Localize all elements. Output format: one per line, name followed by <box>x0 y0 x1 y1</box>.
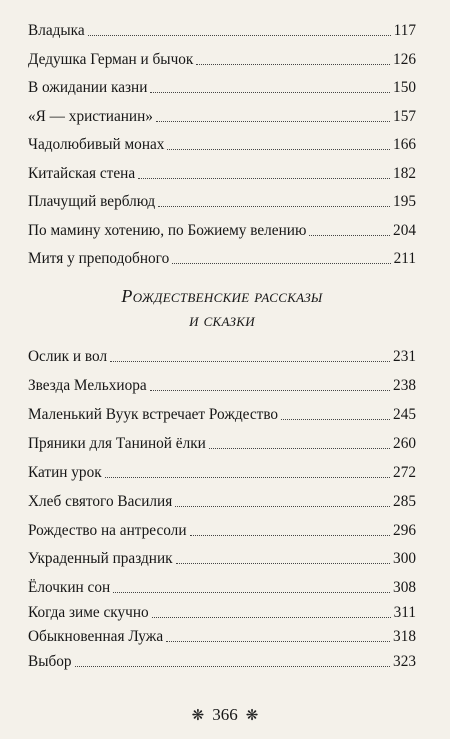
toc-entry-page: 300 <box>393 550 416 567</box>
toc-entry-page: 117 <box>393 22 416 39</box>
dot-leader <box>175 506 390 507</box>
dot-leader <box>172 263 390 264</box>
toc-entry-page: 272 <box>393 464 416 481</box>
toc-entry <box>28 344 416 366</box>
dot-leader <box>113 592 390 593</box>
dot-leader <box>105 477 390 478</box>
toc-entry <box>28 218 416 240</box>
toc-entry <box>28 161 416 183</box>
toc-entry-title: Пряники для Таниной ёлки <box>28 435 206 452</box>
toc-entry-title: Когда зиме скучно <box>28 604 149 621</box>
toc-entry <box>28 132 416 154</box>
toc-entry <box>28 460 416 482</box>
toc-entry <box>28 624 416 646</box>
dot-leader <box>167 149 390 150</box>
toc-entry-title: Дедушка Герман и бычок <box>28 51 194 68</box>
toc-entry-page: 204 <box>393 222 416 239</box>
dot-leader <box>190 535 391 536</box>
toc-entry-page: 323 <box>393 653 416 670</box>
toc-entry <box>28 546 416 568</box>
toc-entry <box>28 518 416 540</box>
toc-entry-page: 195 <box>393 193 416 210</box>
toc-entry-title: Владыка <box>28 22 85 39</box>
toc-entry-page: 318 <box>393 628 416 645</box>
toc-entry-title: Выбор <box>28 653 72 670</box>
dot-leader <box>138 178 390 179</box>
page-footer <box>0 705 450 725</box>
toc-entry-title: «Я — христианин» <box>28 108 153 125</box>
ornament-right-icon: ❋ <box>245 708 259 724</box>
toc-entry-page: 285 <box>393 493 416 510</box>
toc-entry <box>28 402 416 424</box>
dot-leader <box>152 617 391 618</box>
toc-entry-page: 157 <box>393 108 416 125</box>
toc-entry-page: 231 <box>393 348 416 365</box>
toc-entry <box>28 246 416 268</box>
toc-entry-title: Звезда Мельхиора <box>28 377 147 394</box>
dot-leader <box>75 666 390 667</box>
toc-entry-title: Чадолюбивый монах <box>28 136 165 153</box>
dot-leader <box>309 235 390 236</box>
section-heading <box>28 284 416 332</box>
dot-leader <box>110 361 390 362</box>
dot-leader <box>196 64 390 65</box>
section-heading-line-2: и сказки <box>189 310 255 330</box>
toc-entry-title: Маленький Вуук встречает Рождество <box>28 406 279 423</box>
toc-entry-title: Обыкновенная Лужа <box>28 628 164 645</box>
toc-entry-page: 150 <box>393 79 416 96</box>
toc-entry-page: 260 <box>393 435 416 452</box>
toc-entry-title: В ожидании казни <box>28 79 148 96</box>
toc-entry <box>28 600 416 622</box>
toc-entry-page: 308 <box>393 579 416 596</box>
toc-entry-page: 311 <box>393 604 416 621</box>
toc-entry <box>28 47 416 69</box>
toc-entry-page: 182 <box>393 165 416 182</box>
toc-entry <box>28 189 416 211</box>
toc-entry-page: 245 <box>393 406 416 423</box>
dot-leader <box>158 206 390 207</box>
toc-entry-title: Китайская стена <box>28 165 136 182</box>
toc-entry <box>28 649 416 671</box>
toc-entry-title: Ёлочкин сон <box>28 579 111 596</box>
dot-leader <box>281 419 390 420</box>
dot-leader <box>150 92 390 93</box>
dot-leader <box>156 121 390 122</box>
page-number: 366 <box>212 705 238 724</box>
dot-leader <box>88 35 391 36</box>
section-heading-line-1: Рождественские рассказы <box>121 286 323 306</box>
toc-entry <box>28 18 416 40</box>
toc-entry-page: 166 <box>393 136 416 153</box>
toc-entry-title: Катин урок <box>28 464 102 481</box>
dot-leader <box>166 641 390 642</box>
toc-entry-page: 126 <box>393 51 416 68</box>
toc-entry-page: 211 <box>393 250 416 267</box>
toc-entry-title: Плачущий верблюд <box>28 193 156 210</box>
toc-entry-page: 296 <box>393 522 416 539</box>
toc-entry <box>28 575 416 597</box>
toc-entry-page: 238 <box>393 377 416 394</box>
toc-entry-title: По мамину хотению, по Божиему велению <box>28 222 307 239</box>
toc-entry <box>28 104 416 126</box>
toc-entry <box>28 373 416 395</box>
toc-entry-title: Хлеб святого Василия <box>28 493 173 510</box>
dot-leader <box>209 448 390 449</box>
toc-entry <box>28 489 416 511</box>
toc-entry <box>28 75 416 97</box>
dot-leader <box>176 563 390 564</box>
ornament-left-icon: ❋ <box>191 708 205 724</box>
toc-entry <box>28 431 416 453</box>
toc-entry-title: Украденный праздник <box>28 550 173 567</box>
toc-entry-title: Рождество на антресоли <box>28 522 187 539</box>
dot-leader <box>150 390 390 391</box>
toc-entry-title: Ослик и вол <box>28 348 108 365</box>
toc-entry-title: Митя у преподобного <box>28 250 170 267</box>
